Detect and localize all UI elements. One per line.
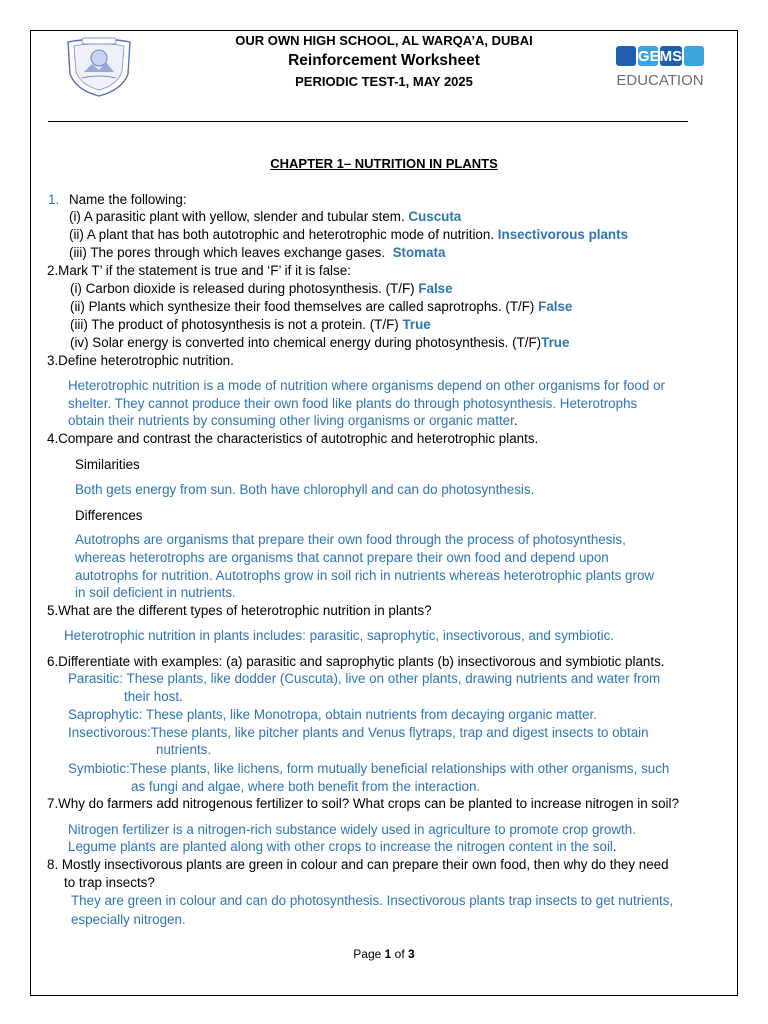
question-3-prompt: 3.Define heterotrophic nutrition. [47, 353, 234, 368]
answer-line: especially nitrogen. [71, 912, 186, 927]
question-8-prompt: 8. Mostly insectivorous plants are green in colour and can prepare their own food, then why do they need [47, 857, 669, 872]
page-number: Page 1 of 3 [353, 947, 415, 961]
question-1-number: 1. [48, 192, 60, 207]
answer: True [541, 335, 570, 350]
answer: Insectivorous plants [497, 227, 629, 242]
gems-logo-mark: GEMS [637, 48, 683, 65]
answer-line: Symbiotic:These plants, like lichens, form mutually beneficial relationships with other organisms, such [68, 761, 670, 776]
similarities-label: Similarities [75, 457, 140, 472]
similarities-answer: Both gets energy from sun. Both have chlorophyll and can do photosynthesis. [75, 482, 535, 497]
answer-line: in soil deficient in nutrients. [75, 585, 236, 600]
question-2-prompt: 2.Mark T’ if the statement is true and ‘F’ if it is false: [47, 263, 351, 278]
answer-line: autotrophs for nutrition. Autotrophs grow in soil rich in nutrients whereas heterotrophic plants grow [75, 568, 655, 583]
school-name: OUR OWN HIGH SCHOOL, AL WARQA’A, DUBAI [235, 33, 533, 48]
answer-line: Nitrogen fertilizer is a nitrogen-rich substance widely used in agriculture to promote crop growth. [68, 822, 636, 837]
answer-line: shelter. They cannot produce their own food like plants do through photosynthesis. Heterotrophs [68, 396, 638, 411]
question-1-item: (iii) The pores through which leaves exchange gases. Stomata [69, 245, 446, 260]
worksheet-title: Reinforcement Worksheet [288, 52, 480, 69]
question-8-prompt-cont: to trap insects? [64, 875, 155, 890]
question-2-item: (i) Carbon dioxide is released during photosynthesis. (T/F) False [70, 281, 453, 296]
question-1 [48, 191, 59, 209]
answer: Stomata [392, 245, 446, 260]
question-1-item: (i) A parasitic plant with yellow, slender and tubular stem. Cuscuta [69, 209, 462, 224]
differences-label: Differences [75, 508, 143, 523]
question-1-item: (ii) A plant that has both autotrophic and heterotrophic mode of nutrition. Insectivorous plants [69, 227, 629, 242]
question-2-item: (iii) The product of photosynthesis is not a protein. (T/F) True [70, 317, 431, 332]
answer-line: Autotrophs are organisms that prepare their own food through the process of photosynthesis, [75, 532, 626, 547]
answer: False [538, 299, 573, 314]
answer-line: Saprophytic: These plants, like Monotropa, obtain nutrients from decaying organic matter. [68, 707, 597, 722]
answer-line: whereas heterotrophs are organisms that cannot prepare their own food and depend upon [75, 550, 609, 565]
chapter-title: CHAPTER 1– NUTRITION IN PLANTS [270, 156, 498, 171]
answer-line: Insectivorous:These plants, like pitcher plants and Venus flytraps, trap and digest insects to obtain [68, 725, 649, 740]
answer-line: obtain their nutrients by consuming other living organisms or organic matter. [68, 413, 518, 428]
header-divider [48, 121, 688, 122]
question-2-item: (iv) Solar energy is converted into chemical energy during photosynthesis. (T/F)True [70, 335, 570, 350]
question-5-answer: Heterotrophic nutrition in plants includes: parasitic, saprophytic, insectivorous, and symbiotic. [64, 628, 615, 643]
answer-line: their host. [124, 689, 183, 704]
answer-line: as fungi and algae, where both benefit from the interaction. [131, 779, 481, 794]
gems-logo-text: EDUCATION [616, 72, 704, 89]
answer-line: Legume plants are planted along with other crops to increase the nitrogen content in the soil. [68, 839, 617, 854]
question-5-prompt: 5.What are the different types of heterotrophic nutrition in plants? [47, 603, 432, 618]
question-6-prompt: 6.Differentiate with examples: (a) parasitic and saprophytic plants (b) insectivorous and symbiotic plants. [47, 654, 665, 669]
question-2-item: (ii) Plants which synthesize their food themselves are called saprotrophs. (T/F) False [70, 299, 573, 314]
answer-line: nutrients. [156, 742, 212, 757]
answer: Cuscuta [408, 209, 462, 224]
test-name: PERIODIC TEST-1, MAY 2025 [295, 74, 473, 89]
answer-line: They are green in colour and can do photosynthesis. Insectivorous plants trap insects to get nutrients, [71, 893, 674, 908]
answer: False [418, 281, 453, 296]
answer: True [402, 317, 431, 332]
question-1-prompt: Name the following: [69, 192, 187, 207]
question-4-prompt: 4.Compare and contrast the characteristics of autotrophic and heterotrophic plants. [47, 431, 539, 446]
answer-line: Parasitic: These plants, like dodder (Cuscuta), live on other plants, drawing nutrients and water from [68, 671, 661, 686]
question-7-prompt: 7.Why do farmers add nitrogenous fertilizer to soil? What crops can be planted to increase nitrogen in soil? [47, 796, 679, 811]
answer-line: Heterotrophic nutrition is a mode of nutrition where organisms depend on other organisms for food or [68, 378, 665, 393]
